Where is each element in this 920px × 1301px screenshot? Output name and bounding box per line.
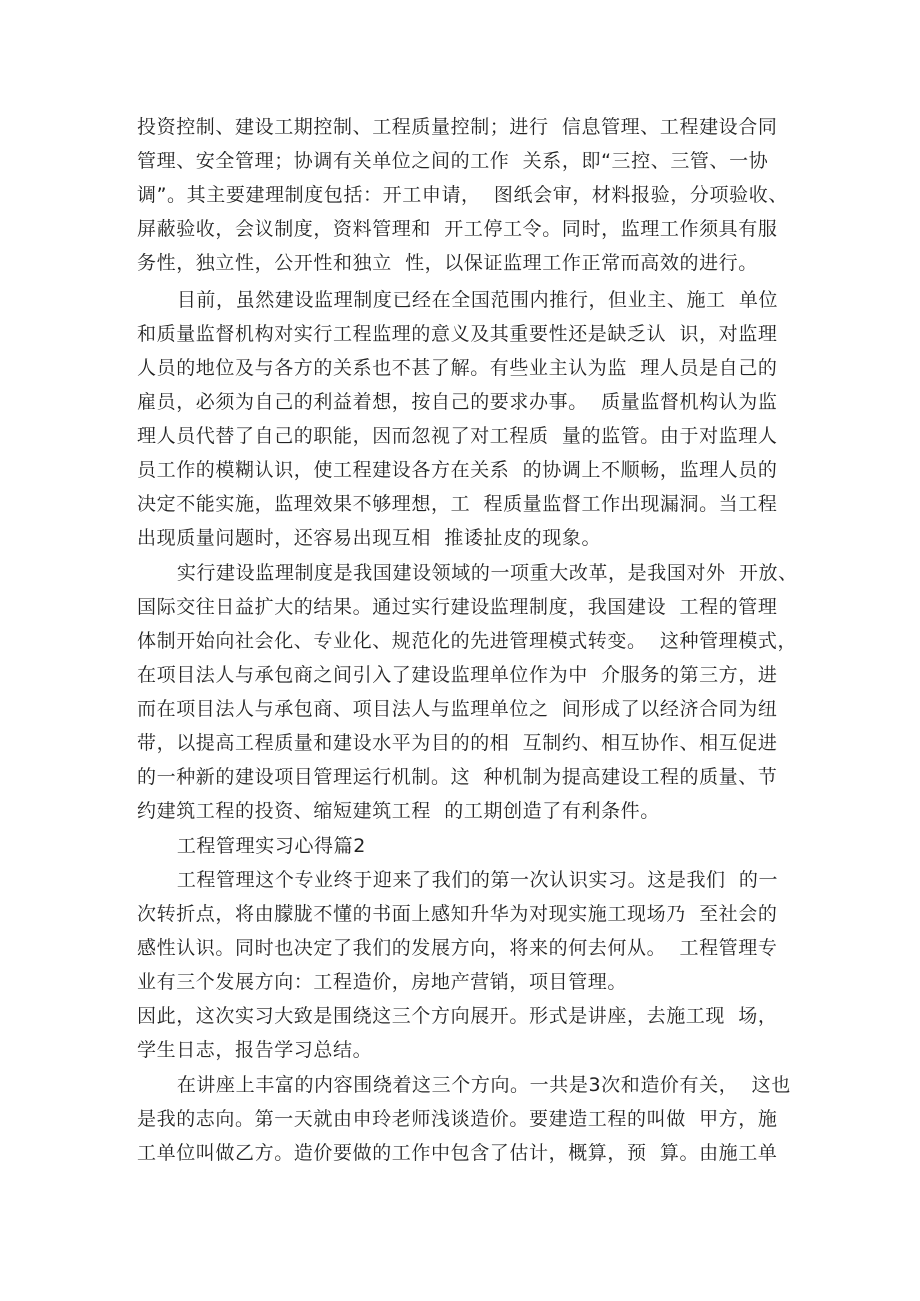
text-line: 管理、安全管理；协调有关单位之间的工作 关系，即“三控、三管、一协 — [137, 150, 769, 172]
text-line: 国际交往日益扩大的结果。通过实行建设监理制度，我国建设 工程的管理 — [137, 596, 778, 618]
text-line: 而在项目法人与承包商、项目法人与监理单位之 间形成了以经济合同为纽 — [137, 698, 778, 720]
text-line: 工单位叫做乙方。造价要做的工作中包含了估计，概算，预 算。由施工单 — [137, 1142, 778, 1164]
text-line: 和质量监督机构对实行工程监理的意义及其重要性还是缺乏认 识，对监理 — [137, 323, 778, 345]
text-line: 决定不能实施，监理效果不够理想，工 程质量监督工作出现漏洞。当工程 — [137, 493, 778, 515]
text-line: 员工作的模糊认识，使工程建设各方在关系 的协调上不顺畅，监理人员的 — [137, 459, 778, 481]
text-line: 调”。其主要建理制度包括：开工申请， 图纸会审，材料报验，分项验收、 — [137, 184, 788, 206]
text-line: 次转折点，将由朦胧不懂的书面上感知升华为对现实施工现场乃 至社会的 — [137, 903, 778, 925]
text-line: 的一种新的建设项目管理运行机制。这 种机制为提高建设工程的质量、节 — [137, 766, 778, 788]
text-line: 约建筑工程的投资、缩短建筑工程 的工期创造了有利条件。 — [137, 800, 660, 822]
text-line: 务性，独立性，公开性和独立 性，以保证监理工作正常而高效的进行。 — [137, 252, 758, 274]
text-line: 雇员，必须为自己的利益着想，按自己的要求办事。 质量监督机构认为监 — [137, 391, 778, 413]
text-line: 带，以提高工程质量和建设水平为目的的相 互制约、相互协作、相互促进 — [137, 732, 778, 754]
text-line: 人员的地位及与各方的关系也不甚了解。有些业主认为监 理人员是自己的 — [137, 357, 778, 379]
text-line: 屏蔽验收，会议制度，资料管理和 开工停工令。同时，监理工作须具有服 — [137, 218, 778, 240]
text-line: 因此，这次实习大致是围绕这三个方向展开。形式是讲座，去施工现 场， — [137, 1005, 778, 1027]
text-line: 在讲座上丰富的内容围绕着这三个方向。一共是3次和造价有关， 这也 — [137, 1074, 791, 1096]
text-line: 是我的志向。第一天就由申玲老师浅谈造价。要建造工程的叫做 甲方，施 — [137, 1108, 778, 1130]
text-line: 学生日志，报告学习总结。 — [137, 1039, 373, 1061]
section-heading: 工程管理实习心得篇2 — [137, 835, 366, 857]
text-line: 体制开始向社会化、专业化、规范化的先进管理模式转变。 这种管理模式， — [137, 630, 798, 652]
text-line: 理人员代替了自己的职能，因而忽视了对工程质 量的监管。由于对监理人 — [137, 425, 778, 447]
text-line: 投资控制、建设工期控制、工程质量控制；进行 信息管理、工程建设合同 — [137, 116, 778, 138]
text-line: 目前，虽然建设监理制度已经在全国范围内推行，但业主、施工 单位 — [137, 289, 779, 311]
text-line: 工程管理这个专业终于迎来了我们的第一次认识实习。这是我们 的一 — [137, 869, 779, 891]
text-line: 实行建设监理制度是我国建设领域的一项重大改革，是我国对外 开放、 — [137, 562, 798, 584]
text-line: 感性认识。同时也决定了我们的发展方向，将来的何去何从。 工程管理专 — [137, 937, 778, 959]
text-line: 业有三个发展方向：工程造价，房地产营销，项目管理。 — [137, 971, 628, 993]
text-line: 在项目法人与承包商之间引入了建设监理单位作为中 介服务的第三方，进 — [137, 664, 778, 686]
text-line: 出现质量问题时，还容易出现互相 推诿扯皮的现象。 — [137, 527, 602, 549]
